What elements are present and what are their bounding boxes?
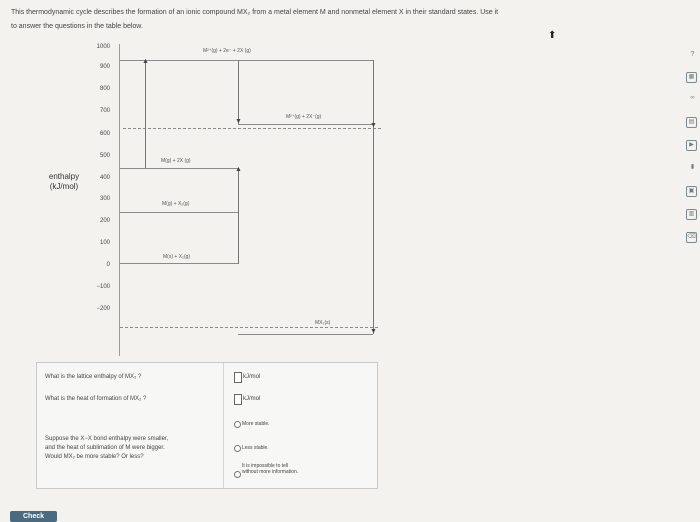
species-product: MX₂(s) (315, 320, 331, 326)
notes-icon[interactable]: ▣ (686, 186, 697, 197)
lattice-enthalpy-input[interactable] (234, 372, 242, 383)
question-stability (45, 435, 185, 462)
reference-dashed-line (123, 128, 381, 129)
eraser-icon[interactable]: ⌫ (686, 232, 697, 243)
tick-label: −100 (96, 284, 110, 290)
tick-label: 200 (99, 218, 110, 224)
question-icon[interactable]: ? (690, 51, 695, 58)
y-axis-label-line-1: enthalpy (48, 172, 80, 181)
less-stable-radio[interactable] (234, 445, 241, 452)
arrow-down-icon: ▼ (235, 118, 242, 125)
species-s1: M(g) + 2X (g) (161, 158, 191, 164)
question-stability-line-1: Suppose the X−X bond enthalpy were smaller, (45, 436, 169, 442)
vertical-arrow-2 (238, 168, 239, 264)
tick-label: 500 (99, 153, 110, 159)
divider-vertical (223, 363, 224, 488)
periodic-table-icon[interactable]: ▤ (686, 117, 697, 128)
grid-icon[interactable]: ▥ (686, 209, 697, 220)
question-heat-of-formation: What is the heat of formation of MX₂ ? (45, 396, 147, 402)
species-top: M²⁺(g) + 2e⁻ + 2X (g) (203, 48, 251, 54)
level-product (238, 334, 373, 335)
arrow-up-icon: ▲ (235, 166, 242, 173)
impossible-to-tell-radio[interactable] (234, 471, 241, 478)
heat-of-formation-input[interactable] (234, 394, 242, 405)
y-axis-line (119, 44, 120, 356)
level-s3 (120, 263, 238, 264)
y-axis-label-line-2: (kJ/mol) (49, 182, 79, 191)
chart-icon[interactable]: ▮ (690, 164, 695, 170)
side-toolbar (684, 50, 700, 260)
bottom-dashed-line (120, 327, 378, 328)
questions-table (36, 362, 378, 489)
level-s1 (120, 168, 238, 169)
vertical-arrow-4 (373, 60, 374, 334)
media-icon[interactable]: ▶ (686, 140, 697, 151)
cursor-arrow-icon: ⬆ (548, 30, 557, 41)
link-icon[interactable]: ∞ (690, 95, 695, 101)
impossible-to-tell-label: It is impossible to tell without more information. (242, 463, 299, 475)
species-right: M²⁺(g) + 2X⁻(g) (286, 114, 322, 120)
tick-label: 0 (106, 262, 110, 268)
intro-line-1: This thermodynamic cycle describes the formation of an ionic compound MX₂ from a metal element M and nonmetal element X in their standard states. Use it (11, 9, 499, 16)
check-button[interactable]: Check (10, 511, 57, 522)
intro-line-2: to answer the questions in the table below. (11, 23, 143, 30)
tick-label: 100 (99, 240, 110, 246)
question-stability-line-2: and the heat of sublimation of M were bigger. (45, 445, 165, 451)
arrow-down-icon: ▼ (370, 122, 377, 129)
tick-label: 300 (99, 196, 110, 202)
more-stable-radio[interactable] (234, 421, 241, 428)
tick-label: 900 (99, 64, 110, 70)
tick-label: 1000 (96, 44, 110, 50)
level-s2 (120, 212, 238, 213)
tick-label: −200 (96, 306, 110, 312)
tick-label: 700 (99, 108, 110, 114)
vertical-arrow-1 (145, 60, 146, 168)
question-lattice-enthalpy: What is the lattice enthalpy of MX₂ ? (45, 374, 142, 380)
calculator-icon[interactable]: ▦ (686, 72, 697, 83)
tick-label: 400 (99, 175, 110, 181)
less-stable-label: Less stable. (242, 445, 269, 451)
lattice-enthalpy-unit: kJ/mol (243, 374, 261, 380)
heat-of-formation-unit: kJ/mol (243, 396, 261, 402)
tick-label: 800 (99, 86, 110, 92)
species-s3: M(s) + X₂(g) (163, 254, 191, 260)
species-s2: M(g) + X₂(g) (162, 201, 190, 207)
arrow-down-icon: ▼ (370, 328, 377, 335)
vertical-arrow-3 (238, 60, 239, 124)
more-stable-label: More stable. (242, 421, 270, 427)
arrow-up-icon: ▲ (142, 58, 149, 65)
level-top (120, 60, 373, 61)
tick-label: 600 (99, 131, 110, 137)
level-right (238, 124, 373, 125)
question-stability-line-3: Would MX₂ be more stable? Or less? (45, 454, 144, 460)
